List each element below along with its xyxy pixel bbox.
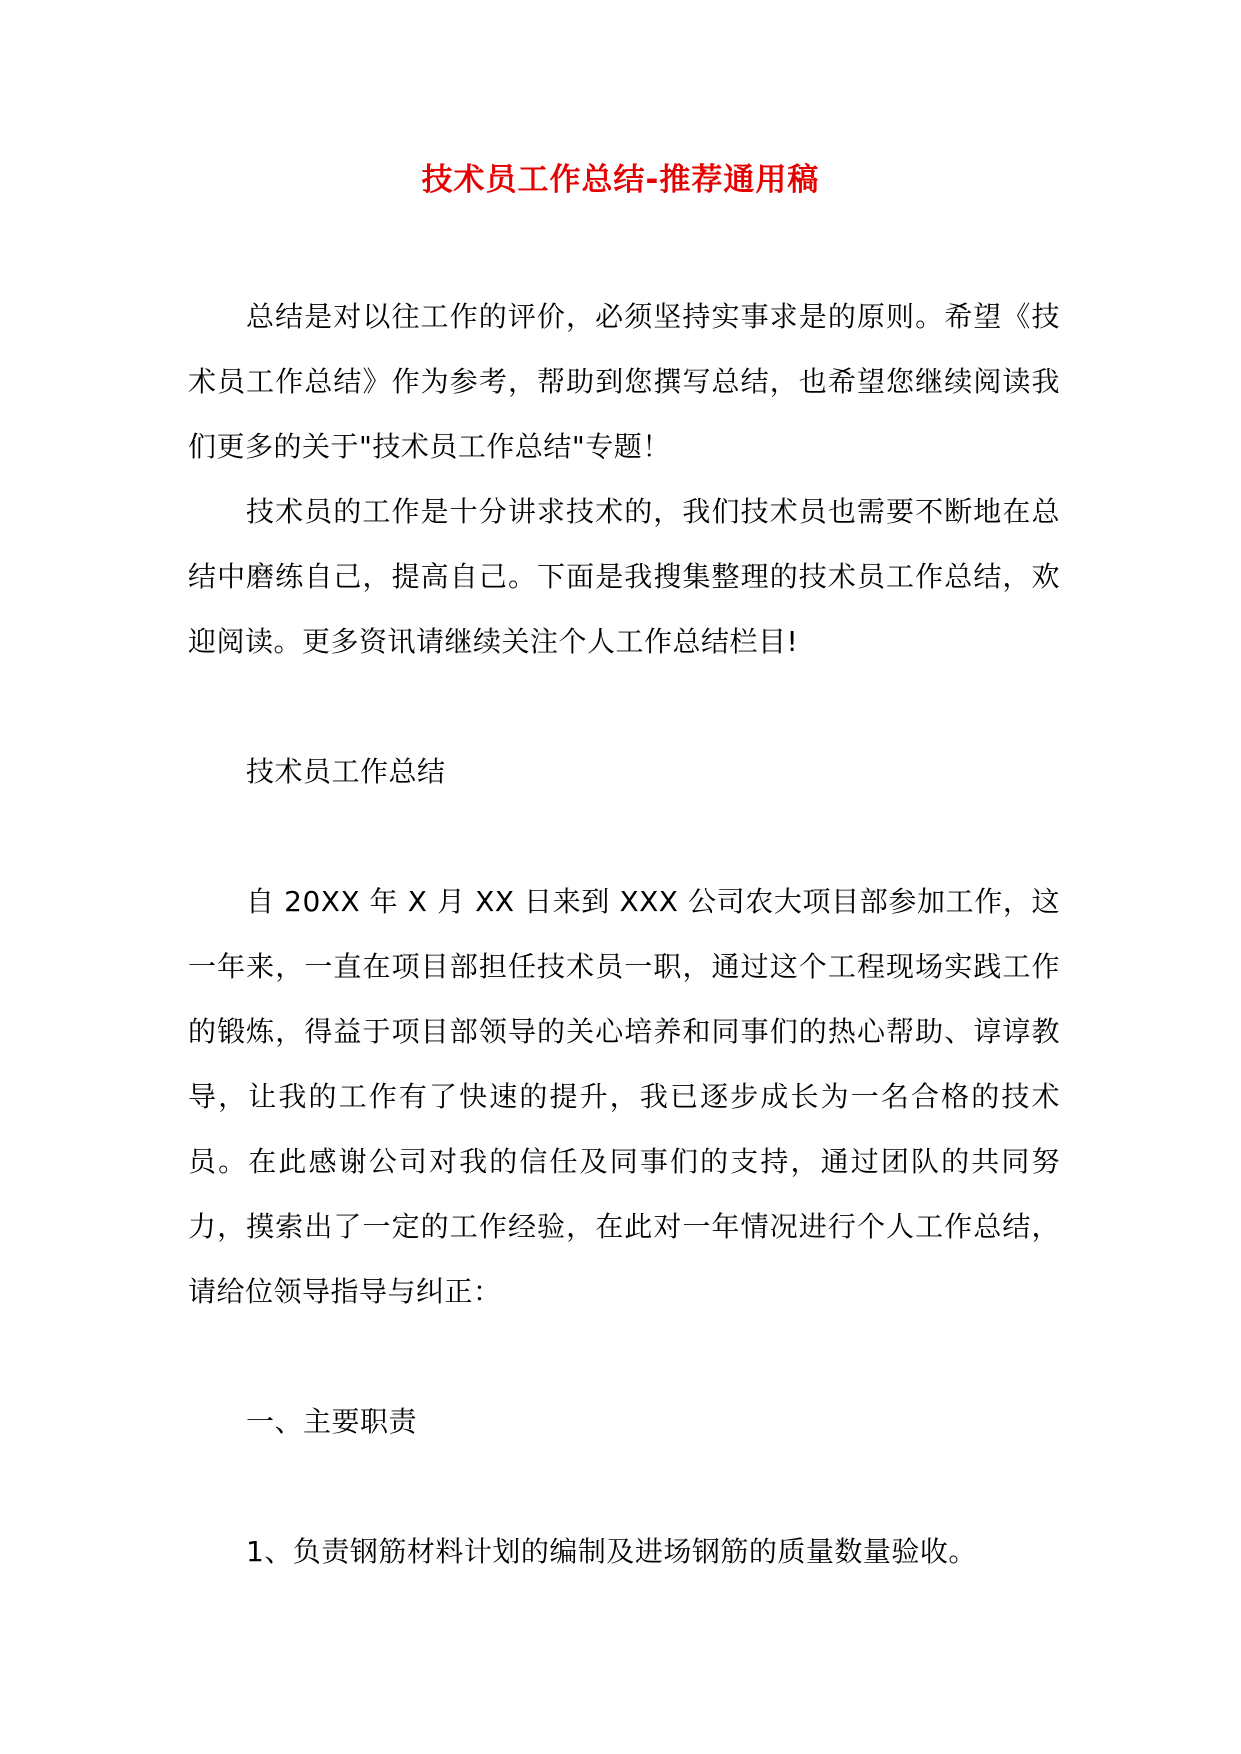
section-heading: 技术员工作总结 (246, 755, 446, 788)
intro-paragraph-2: 技术员的工作是十分讲求技术的，我们技术员也需要不断地在总结中磨练自己，提高自己。下面是我搜集整理的技术员工作总结，欢迎阅读。更多资讯请继续关注个人工作总结栏目! (188, 495, 1060, 658)
subsection-heading: 一、主要职责 (246, 1405, 418, 1438)
document-title: 技术员工作总结-推荐通用稿 (421, 162, 820, 198)
list-item: 1、负责钢筋材料计划的编制及进场钢筋的质量数量验收。 (246, 1535, 977, 1568)
body-paragraph: 自 20XX 年 X 月 XX 日来到 XXX 公司农大项目部参加工作，这一年来，一直在项目部担任技术员一职，通过这个工程现场实践工作的锻炼，得益于项目部领导的关心培养和同事们的热心帮助、谆谆教导，让我的工作有了快速的提升，我已逐步成长为一名合格的技术员。在此感谢公司对我的信任及同事们的支持，通过团队的共同努力，摸索出了一定的工作经验，在此对一年情况进行个人工作总结，请给位领导指导与纠正： (188, 885, 1060, 1308)
intro-paragraph: 总结是对以往工作的评价，必须坚持实事求是的原则。希望《技术员工作总结》作为参考，帮助到您撰写总结，也希望您继续阅读我们更多的关于"技术员工作总结"专题！ (188, 300, 1060, 463)
